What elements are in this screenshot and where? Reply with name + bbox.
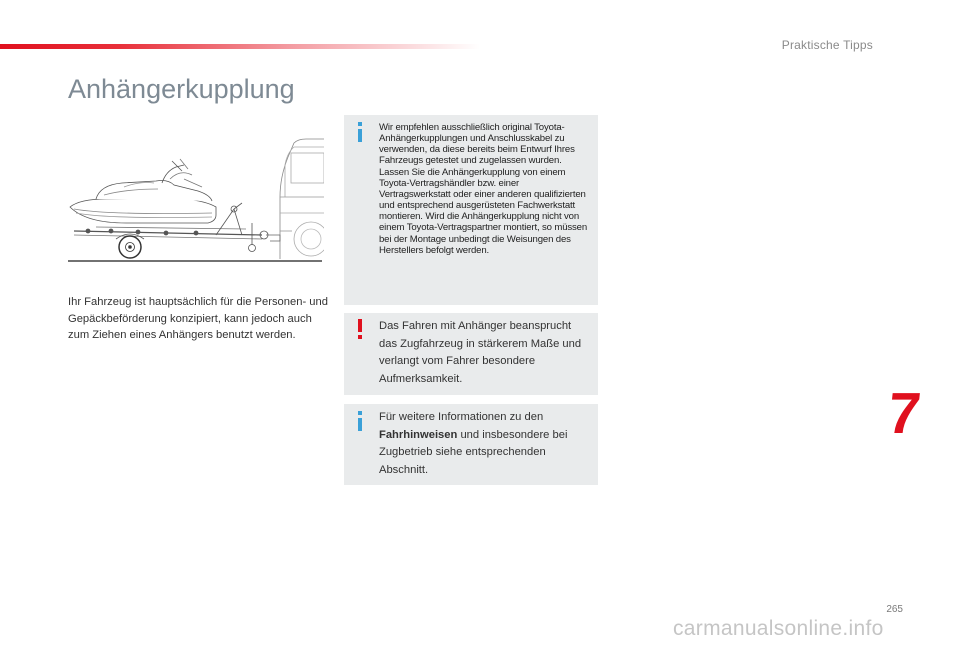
warning-note-box <box>344 313 598 395</box>
info-note-text: Wir empfehlen ausschließlich original Toyota-Anhängerkupplungen und Anschlusskabel zu verwenden, da diese bereits beim Entwurf Ihres Fahrzeugs getestet und zugelassen wurden. Lassen Sie die Anhängerkupplung von einem Toyota-Vertragshändler bzw. einer Vertragswerkstatt oder einer anderen qualifizierten und entsprechend ausgerüsteten Fachwerkstatt montieren. Wird die Anhängerkupplung nicht von einem Toyota-Vertragspartner montiert, so müssen bei der Montage unbedingt die Weisungen des Herstellers befolgt werden. <box>379 122 588 256</box>
info-note-box-2 <box>344 404 598 485</box>
chapter-number: 7 <box>884 381 924 446</box>
jetski-trailer-car-illustration <box>66 135 324 265</box>
info-icon <box>358 411 362 431</box>
intro-paragraph: Ihr Fahrzeug ist hauptsächlich für die Personen- und Gepäckbeförderung konzipiert, kann jedoch auch zum Ziehen eines Anhängers benutzt werden. <box>68 296 328 341</box>
info-note-box <box>344 115 598 305</box>
info-note-text-part: Für weitere Informationen zu den <box>379 411 544 423</box>
info-note-text-2 <box>379 409 591 479</box>
warning-icon <box>358 319 362 339</box>
info-icon <box>358 122 362 142</box>
section-title: Praktische Tipps <box>781 38 873 52</box>
page-title: Anhängerkupplung <box>68 74 295 104</box>
warning-note-text: Das Fahren mit Anhänger beansprucht das Zugfahrzeug in stärkerem Maße und verlangt vom Fahrer besondere Aufmerksamkeit. <box>379 320 582 385</box>
info-note-bold-term: Fahrhinweisen <box>379 428 458 441</box>
header-accent-bar <box>0 44 480 49</box>
page-number: 265 <box>886 604 903 615</box>
watermark: carmanualsonline.info <box>673 617 884 640</box>
info-note-text-part: und insbesondere bei Zugbetrieb siehe entsprechenden Abschnitt. <box>379 428 568 476</box>
